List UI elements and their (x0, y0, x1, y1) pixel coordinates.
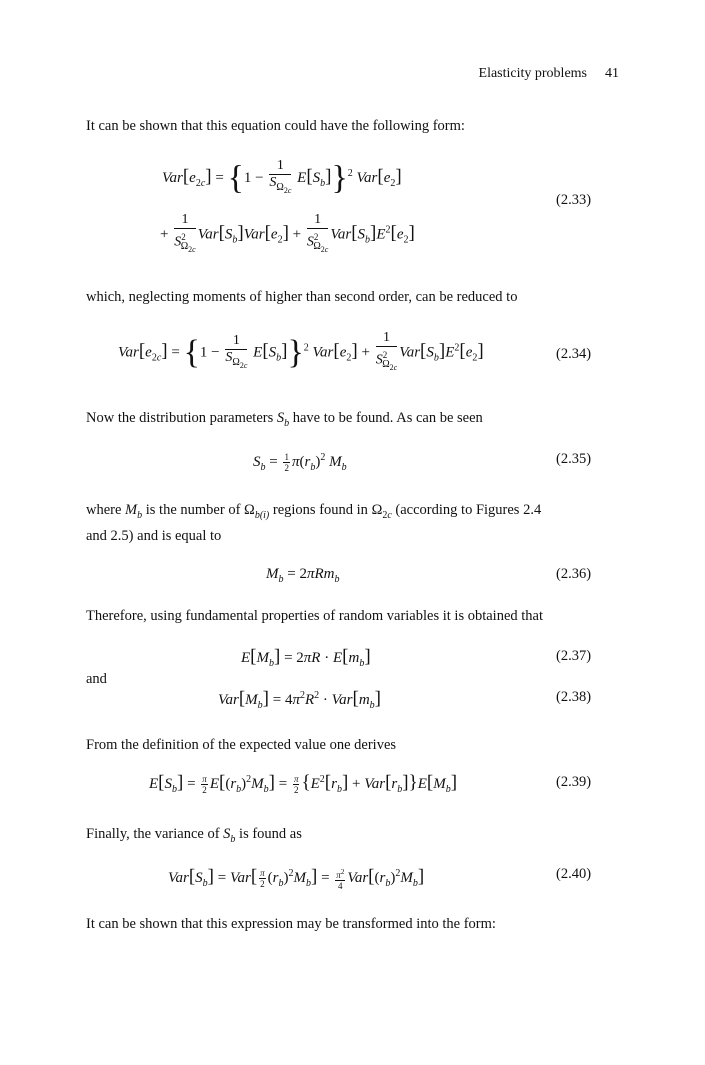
paragraph-and: and (86, 671, 107, 687)
running-title: Elasticity problems (478, 66, 587, 81)
equation-2-36: $M_b = 2\pi Rm_b$ (266, 566, 340, 585)
equation-2-34: $Var[e_{2c}] = \{1$ − $\frac{1}{S_{\Omega_{2c}}}$ $E[S_b]\}^2$ $Var[e_2]$ + $\frac{1}{S^2_{\Omega_{2c}}}$ $Var[S_b]E^2[e_2]$ (118, 330, 484, 373)
equation-number-2-34: (2.34) (556, 346, 592, 362)
symbol-omega-2c: $\Omega_{2c}$ (371, 502, 392, 521)
paragraph-where-mb (86, 500, 621, 547)
paragraph-distribution-parameters (86, 408, 621, 434)
equation-2-37: $E[M_b] = 2\pi R \cdot E[m_b]$ (241, 646, 371, 669)
equation-number-2-33: (2.33) (556, 192, 592, 208)
equation-number-2-40: (2.40) (556, 866, 592, 882)
equation-2-33-line-2: + $\frac{1}{S^2_{\Omega_{2c}}}$ $Var[S_b]Var[e_2]$ + $\frac{1}{S^2_{\Omega_{2c}}}$ $Var[S_b]E^2[e_2]$ (160, 212, 415, 255)
text-segment: where (86, 502, 122, 518)
paragraph-definition: From the definition of the expected value one derives (86, 737, 397, 753)
equation-2-33-line-1: $Var[e_{2c}] = \{1$ − $\frac{1}{S_{\Omega_{2c}}}$ $E[S_b]\}^2$ $Var[e_2]$ (162, 158, 402, 197)
symbol-mb: $M_b$ (125, 502, 143, 521)
paragraph-transformed: It can be shown that this expression may be transformed into the form: (86, 916, 496, 932)
text-segment: Now the distribution parameters (86, 410, 274, 426)
text-segment: regions found in (272, 502, 368, 518)
symbol-sb: $S_b$ (276, 410, 290, 429)
equation-number-2-39: (2.39) (556, 774, 592, 790)
paragraph-finally (86, 824, 621, 850)
equation-number-2-35: (2.35) (556, 451, 592, 467)
page-number: 41 (605, 66, 619, 81)
symbol-omega-bi: $\Omega_{b(i)}$ (244, 502, 270, 521)
equation-2-38: $Var[M_b] = 4\pi^2R^2 \cdot Var[m_b]$ (218, 688, 381, 711)
equation-number-2-37: (2.37) (556, 648, 592, 664)
text-segment: is found as (239, 826, 302, 842)
text-segment: (according to Figures 2.4 (395, 502, 542, 518)
text-segment: and 2.5) and is equal to (86, 527, 222, 544)
text-segment: have to be found. As can be seen (292, 410, 483, 426)
equation-number-2-38: (2.38) (556, 689, 592, 705)
paragraph-intro: It can be shown that this equation could have the following form: (86, 118, 465, 134)
equation-2-35: $S_b$ = $\frac{1}{2}$ $\pi(r_b)^2$ $M_b$ (253, 452, 347, 474)
paragraph-neglecting: which, neglecting moments of higher than second order, can be reduced to (86, 289, 518, 305)
equation-2-39: $E[S_b]$ = $\frac{\pi}{2}$ $E[(r_b)^2M_b]$ = $\frac{\pi}{2}$ $\{E^2[r_b] + Var[r_b]\}E[M_b]$ (149, 772, 458, 796)
text-segment: is the number of (145, 502, 241, 518)
text-segment: Finally, the variance of (86, 826, 220, 842)
equation-number-2-36: (2.36) (556, 566, 592, 582)
equation-2-40: $Var[S_b] = Var$[ $\frac{\pi}{2}$ $(r_b)^2M_b$] = $\frac{\pi^2}{4}$ $Var[(r_b)^2M_b]$ (168, 866, 425, 891)
symbol-sb: $S_b$ (223, 826, 236, 845)
running-header (479, 66, 619, 82)
paragraph-therefore: Therefore, using fundamental properties of random variables it is obtained that (86, 608, 544, 624)
